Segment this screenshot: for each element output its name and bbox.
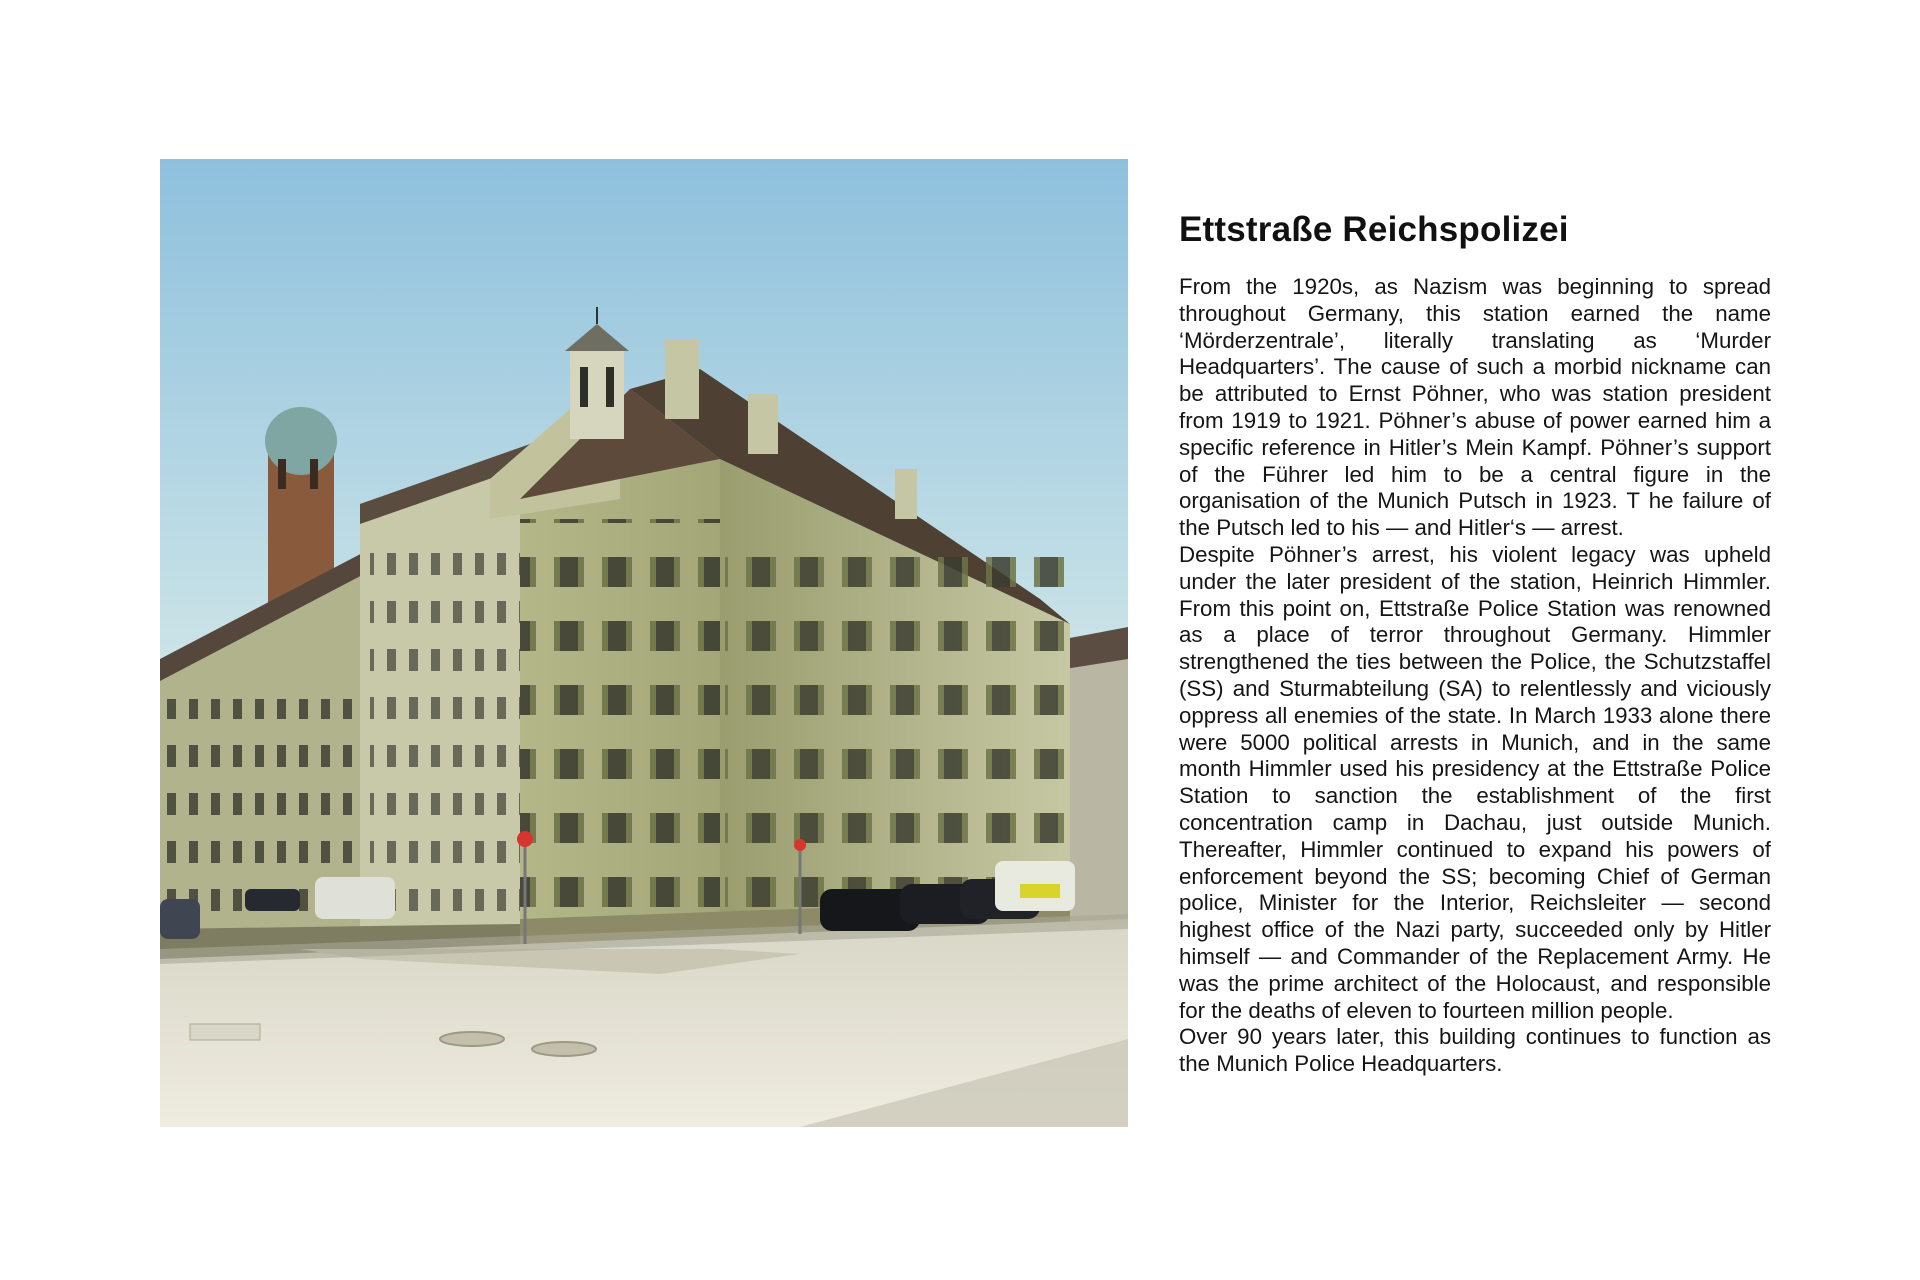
building-photo <box>160 159 1128 1127</box>
article-paragraph: From the 1920s, as Nazism was beginning to spread throughout Germany, this station earned the name ‘Mörderzentrale’, literally translating as ‘Murder Headquarters’. The cause of such a morbid nickname can be attributed to Ernst Pöhner, who was station president from 1919 to 1921. Pöhner’s abuse of power earned him a specific reference in Hitler’s Mein Kampf. Pöhner’s support of the Führer led him to be a central figure in the organisation of the Munich Putsch in 1923. T he failure of the Putsch led to his — and Hitler‘s — arrest. <box>1179 274 1771 541</box>
article <box>1179 205 1771 1078</box>
article-paragraph: Over 90 years later, this building continues to function as the Munich Police Headquarters. <box>1179 1024 1771 1077</box>
article-title: Ettstraße Reichspolizei <box>1179 210 1569 249</box>
article-paragraph: Despite Pöhner’s arrest, his violent legacy was upheld under the later president of the station, Heinrich Himmler. From this point on, Ettstraße Police Station was renowned as a place of terror throughout Germany. Himmler strengthened the ties between the Police, the Schutzstaffel (SS) and Sturmabteilung (SA) to relentlessly and viciously oppress all enemies of the state. In March 1933 alone there were 5000 political arrests in Munich, and in the same month Himmler used his presidency at the Ettstraße Police Station to sanction the establishment of the first concentration camp in Dachau, just outside Munich. Thereafter, Himmler continued to expand his powers of enforcement beyond the SS; becoming Chief of German police, Minister for the Interior, Reichsleiter — second highest office of the Nazi party, succeeded only by Hitler himself — and Commander of the Replacement Army. He was the prime architect of the Holocaust, and responsible for the deaths of eleven to fourteen million people. <box>1179 541 1771 1023</box>
building-illustration <box>160 159 1128 1127</box>
